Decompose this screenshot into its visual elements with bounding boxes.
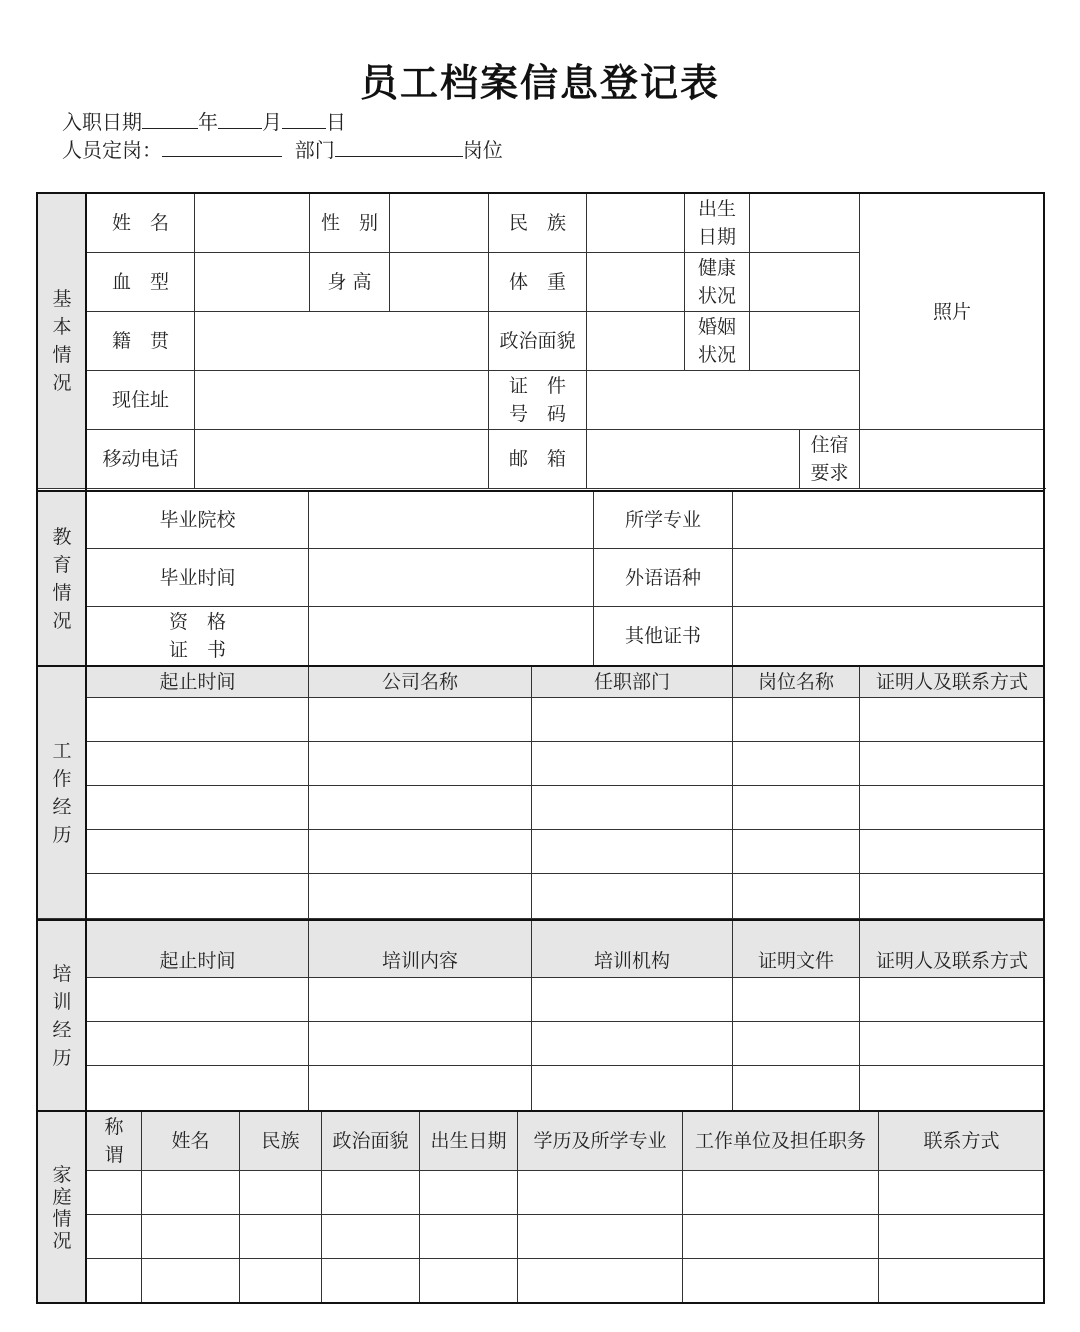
table-row xyxy=(38,786,1045,830)
cell[interactable] xyxy=(240,1171,322,1215)
cell[interactable] xyxy=(87,1066,309,1112)
work-table xyxy=(37,666,1045,919)
ethnicity-label: 民 族 xyxy=(489,194,587,253)
cell[interactable] xyxy=(309,874,532,919)
cell[interactable] xyxy=(142,1215,240,1259)
cell[interactable] xyxy=(518,1171,683,1215)
cell[interactable] xyxy=(87,1171,142,1215)
cell[interactable] xyxy=(87,1022,309,1066)
mobile-label: 移动电话 xyxy=(87,430,195,489)
table-row xyxy=(38,1215,1045,1259)
table-row xyxy=(38,742,1045,786)
cell[interactable] xyxy=(309,698,532,742)
marital-label: 婚姻状况 xyxy=(685,312,750,371)
cell[interactable] xyxy=(879,1171,1045,1215)
hire-date-label: 入职日期 xyxy=(62,110,142,134)
cell[interactable] xyxy=(309,742,532,786)
year-label: 年 xyxy=(198,110,218,134)
cell[interactable] xyxy=(879,1215,1045,1259)
other-cert-label: 其他证书 xyxy=(594,607,733,666)
name-label: 姓 名 xyxy=(87,194,195,253)
cell[interactable] xyxy=(420,1259,518,1304)
post-label: 岗位 xyxy=(462,138,503,162)
cell[interactable] xyxy=(683,1259,879,1304)
page-title: 员工档案信息登记表 xyxy=(359,60,720,105)
cell[interactable] xyxy=(532,874,733,919)
day-blank[interactable] xyxy=(282,108,326,129)
lodging-field[interactable] xyxy=(860,430,1045,489)
cell[interactable] xyxy=(532,978,733,1022)
cell[interactable] xyxy=(322,1171,420,1215)
cell[interactable] xyxy=(420,1215,518,1259)
month-label: 月 xyxy=(262,110,282,134)
cell[interactable] xyxy=(879,1259,1045,1304)
training-header-content: 培训内容 xyxy=(309,921,532,978)
cell[interactable] xyxy=(860,978,1045,1022)
cell[interactable] xyxy=(860,698,1045,742)
cell[interactable] xyxy=(860,742,1045,786)
table-row xyxy=(38,698,1045,742)
blood-label: 血 型 xyxy=(87,253,195,312)
weight-label: 体 重 xyxy=(489,253,587,312)
cell[interactable] xyxy=(518,1215,683,1259)
id-no-label: 证 件号 码 xyxy=(489,371,587,430)
cell[interactable] xyxy=(860,874,1045,919)
cell[interactable] xyxy=(860,1022,1045,1066)
table-row xyxy=(38,1171,1045,1215)
section-training: 培训经历 xyxy=(38,921,87,1112)
cell[interactable] xyxy=(733,830,860,874)
grad-time-field[interactable] xyxy=(309,549,594,607)
cell[interactable] xyxy=(87,786,309,830)
cell[interactable] xyxy=(240,1215,322,1259)
cell[interactable] xyxy=(87,978,309,1022)
training-header-period: 起止时间 xyxy=(87,921,309,978)
cell[interactable] xyxy=(309,830,532,874)
birth-label: 出生日期 xyxy=(685,194,750,253)
name-field[interactable] xyxy=(195,194,310,253)
cell[interactable] xyxy=(532,698,733,742)
cell[interactable] xyxy=(322,1259,420,1304)
other-cert-field[interactable] xyxy=(733,607,1045,666)
work-header-post: 岗位名称 xyxy=(733,667,860,698)
birth-field[interactable] xyxy=(750,194,860,253)
section-education: 教育情况 xyxy=(38,492,87,666)
major-field[interactable] xyxy=(733,492,1045,549)
cell[interactable] xyxy=(87,1259,142,1304)
section-work: 工作经历 xyxy=(38,667,87,919)
cert-label: 资 格证 书 xyxy=(87,607,309,666)
cell[interactable] xyxy=(733,1066,860,1112)
health-label: 健康状况 xyxy=(685,253,750,312)
work-header-dept: 任职部门 xyxy=(532,667,733,698)
hire-date-line xyxy=(62,108,346,136)
month-blank[interactable] xyxy=(218,108,262,129)
height-field[interactable] xyxy=(390,253,489,312)
address-label: 现住址 xyxy=(87,371,195,430)
cell[interactable] xyxy=(532,1022,733,1066)
cell[interactable] xyxy=(87,830,309,874)
year-blank[interactable] xyxy=(142,108,198,129)
cell[interactable] xyxy=(733,1022,860,1066)
cell[interactable] xyxy=(683,1171,879,1215)
height-label: 身 高 xyxy=(310,253,390,312)
health-field[interactable] xyxy=(750,253,860,312)
school-label: 毕业院校 xyxy=(87,492,309,549)
work-header-period: 起止时间 xyxy=(87,667,309,698)
work-header-reference: 证明人及联系方式 xyxy=(860,667,1045,698)
cell[interactable] xyxy=(532,830,733,874)
family-header-employer: 工作单位及担任职务 xyxy=(683,1112,879,1171)
cell[interactable] xyxy=(322,1215,420,1259)
table-row xyxy=(38,1259,1045,1304)
cell[interactable] xyxy=(420,1171,518,1215)
cell[interactable] xyxy=(733,742,860,786)
language-label: 外语语种 xyxy=(594,549,733,607)
cell[interactable] xyxy=(860,1066,1045,1112)
cell[interactable] xyxy=(532,742,733,786)
cell[interactable] xyxy=(309,786,532,830)
cell[interactable] xyxy=(860,786,1045,830)
family-table xyxy=(37,1111,1045,1304)
mobile-field[interactable] xyxy=(195,430,489,489)
grad-time-label: 毕业时间 xyxy=(87,549,309,607)
political-field[interactable] xyxy=(587,312,685,371)
ethnicity-field[interactable] xyxy=(587,194,685,253)
blood-field[interactable] xyxy=(195,253,310,312)
lodging-label: 住宿要求 xyxy=(800,430,860,489)
cell[interactable] xyxy=(87,698,309,742)
cell[interactable] xyxy=(309,1066,532,1112)
section-basic: 基本情况 xyxy=(38,194,87,489)
cell[interactable] xyxy=(309,1022,532,1066)
major-label: 所学专业 xyxy=(594,492,733,549)
day-label: 日 xyxy=(326,110,346,134)
cell[interactable] xyxy=(518,1259,683,1304)
family-header-ethnicity: 民族 xyxy=(240,1112,322,1171)
political-label: 政治面貌 xyxy=(489,312,587,371)
cell[interactable] xyxy=(240,1259,322,1304)
cell[interactable] xyxy=(733,874,860,919)
cell[interactable] xyxy=(142,1259,240,1304)
family-header-birth: 出生日期 xyxy=(420,1112,518,1171)
email-label: 邮 箱 xyxy=(489,430,587,489)
table-row xyxy=(38,1022,1045,1066)
dept-label: 部门 xyxy=(294,138,335,162)
native-label: 籍 贯 xyxy=(87,312,195,371)
id-no-field[interactable] xyxy=(587,371,860,430)
family-header-contact: 联系方式 xyxy=(879,1112,1045,1171)
photo-box[interactable]: 照片 xyxy=(860,194,1045,430)
cell[interactable] xyxy=(683,1215,879,1259)
cell[interactable] xyxy=(142,1171,240,1215)
cell[interactable] xyxy=(733,698,860,742)
email-field[interactable] xyxy=(587,430,800,489)
position-blank[interactable] xyxy=(162,136,282,157)
school-field[interactable] xyxy=(309,492,594,549)
table-row xyxy=(38,1066,1045,1112)
education-table xyxy=(37,491,1045,666)
training-header-reference: 证明人及联系方式 xyxy=(860,921,1045,978)
family-header-political: 政治面貌 xyxy=(322,1112,420,1171)
cell[interactable] xyxy=(87,742,309,786)
dept-blank[interactable] xyxy=(335,136,463,157)
cell[interactable] xyxy=(733,978,860,1022)
table-row xyxy=(38,830,1045,874)
cell[interactable] xyxy=(309,978,532,1022)
language-field[interactable] xyxy=(733,549,1045,607)
work-header-company: 公司名称 xyxy=(309,667,532,698)
weight-field[interactable] xyxy=(587,253,685,312)
address-field[interactable] xyxy=(195,371,489,430)
cell[interactable] xyxy=(532,1066,733,1112)
table-row xyxy=(38,874,1045,919)
cell[interactable] xyxy=(87,1215,142,1259)
training-table xyxy=(37,920,1045,1112)
table-row xyxy=(38,978,1045,1022)
cell[interactable] xyxy=(532,786,733,830)
cell[interactable] xyxy=(87,874,309,919)
gender-field[interactable] xyxy=(390,194,489,253)
section-family: 家庭情况 xyxy=(38,1112,87,1304)
family-header-education: 学历及所学专业 xyxy=(518,1112,683,1171)
basic-info-table xyxy=(37,193,1045,489)
gender-label: 性 别 xyxy=(310,194,390,253)
family-header-name: 姓名 xyxy=(142,1112,240,1171)
training-header-institution: 培训机构 xyxy=(532,921,733,978)
marital-field[interactable] xyxy=(750,312,860,371)
cell[interactable] xyxy=(860,830,1045,874)
training-header-document: 证明文件 xyxy=(733,921,860,978)
position-label: 人员定岗： xyxy=(62,138,162,162)
native-field[interactable] xyxy=(195,312,489,371)
cell[interactable] xyxy=(733,786,860,830)
cert-field[interactable] xyxy=(309,607,594,666)
family-header-relation: 称谓 xyxy=(87,1112,142,1171)
position-line xyxy=(62,136,503,164)
